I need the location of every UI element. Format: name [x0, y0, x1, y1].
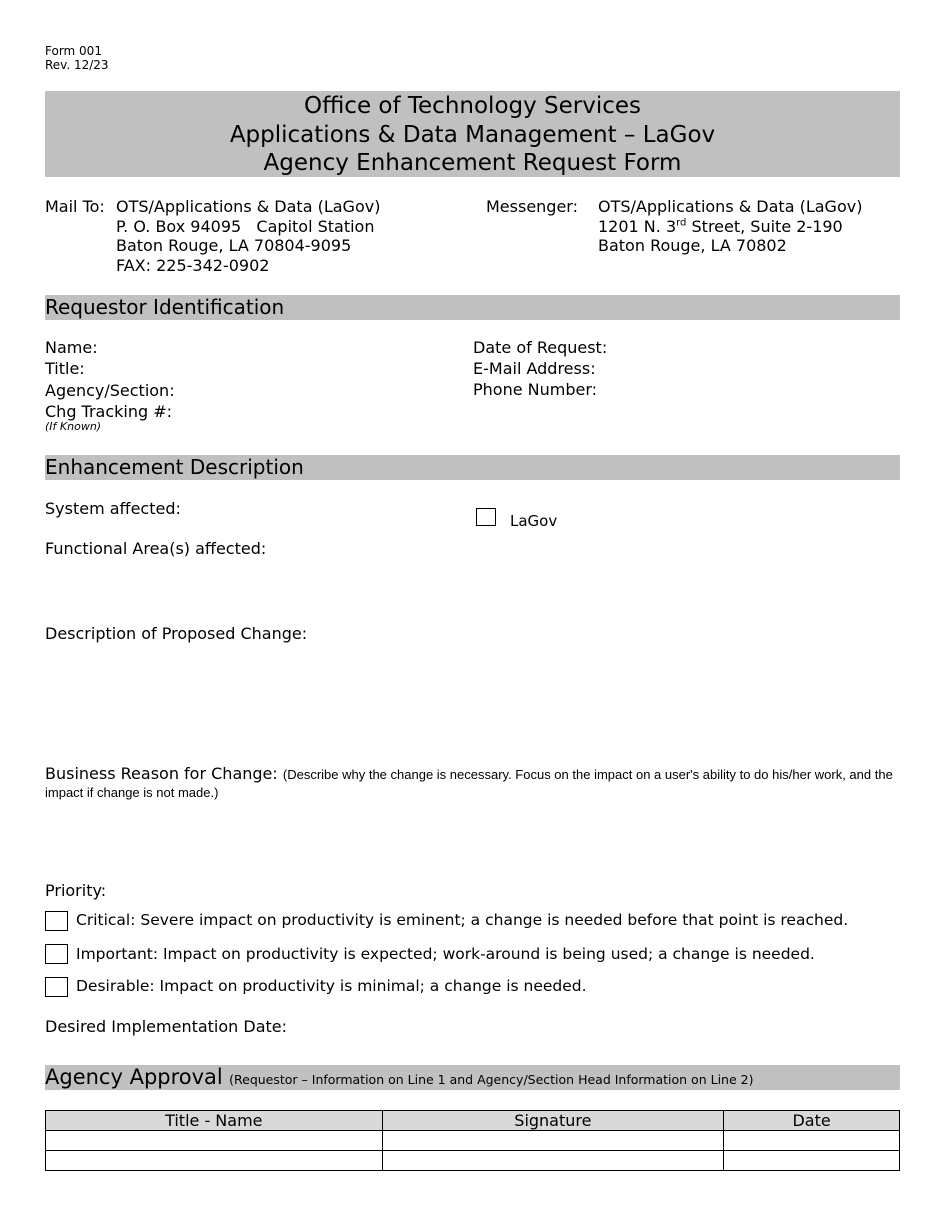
date-column-header: Date	[724, 1111, 900, 1131]
mail-to-line: P. O. Box 94095 Capitol Station	[116, 216, 375, 236]
mail-to-fax: FAX: 225-342-0902	[116, 255, 270, 275]
messenger-address	[598, 197, 862, 256]
form-title-band	[45, 91, 900, 177]
messenger-label: Messenger:	[486, 197, 578, 216]
approval-date-cell[interactable]	[724, 1151, 900, 1171]
lagov-checkbox-label: LaGov	[510, 512, 558, 530]
mail-to-label: Mail To:	[45, 197, 105, 216]
approval-row-1	[46, 1131, 900, 1151]
messenger-line: OTS/Applications & Data (LaGov)	[598, 197, 863, 216]
mail-to-line: Baton Rouge, LA 70804-9095	[116, 236, 352, 255]
approval-heading-note: (Requestor – Information on Line 1 and Agency/Section Head Information on Line 2)	[229, 1072, 754, 1087]
functional-area-label: Functional Area(s) affected:	[45, 539, 267, 558]
approval-header-row	[46, 1111, 900, 1131]
desired-date-label: Desired Implementation Date:	[45, 1017, 288, 1036]
messenger-street-ordinal: rd	[676, 217, 687, 229]
title-line-2: Applications & Data Management – LaGov	[229, 121, 716, 148]
approval-title-name-cell[interactable]	[46, 1151, 383, 1171]
business-reason-note: (Describe why the change is necessary. Focus on the impact on a user's ability to do his/her work, and the impact if change is not made.)	[45, 767, 893, 800]
approval-signature-cell[interactable]	[382, 1151, 724, 1171]
agency-section-field-label: Agency/Section:	[45, 380, 175, 400]
messenger-street-rest: Street, Suite 2-190	[686, 216, 843, 236]
enhancement-section-heading: Enhancement Description	[45, 455, 900, 480]
mail-to-address	[116, 197, 380, 275]
requestor-right-fields	[473, 337, 607, 400]
date-of-request-label: Date of Request:	[473, 338, 608, 357]
if-known-note: (If Known)	[45, 420, 102, 433]
approval-signature-cell[interactable]	[382, 1131, 724, 1151]
priority-important-checkbox[interactable]	[45, 944, 68, 964]
requestor-section-heading: Requestor Identification	[45, 295, 900, 320]
priority-desirable-label: Desirable: Impact on productivity is minimal; a change is needed.	[76, 977, 587, 995]
approval-row-2	[46, 1151, 900, 1171]
proposed-change-label: Description of Proposed Change:	[45, 624, 308, 643]
priority-desirable-checkbox[interactable]	[45, 977, 68, 997]
business-reason-label: Business Reason for Change:	[45, 764, 278, 783]
priority-important-label: Important: Impact on productivity is expected; work-around is being used; a change is needed.	[76, 945, 815, 963]
business-reason-block	[45, 765, 900, 801]
title-line-3: Agency Enhancement Request Form	[263, 150, 682, 176]
approval-table	[45, 1110, 900, 1171]
chg-tracking-field-label: Chg Tracking #:	[45, 401, 173, 421]
approval-section-heading	[45, 1065, 900, 1090]
name-field-label: Name:	[45, 338, 98, 357]
signature-column-header: Signature	[382, 1111, 724, 1131]
mail-to-line: OTS/Applications & Data (LaGov)	[116, 197, 381, 216]
phone-number-label: Phone Number:	[473, 380, 598, 399]
form-revision: Rev. 12/23	[45, 58, 109, 72]
title-line-1: Office of Technology Services	[303, 93, 642, 119]
messenger-line	[598, 217, 862, 237]
title-name-column-header: Title - Name	[46, 1111, 383, 1131]
requestor-left-fields	[45, 337, 175, 422]
approval-heading-text: Agency Approval	[45, 1065, 223, 1089]
title-field-label: Title:	[45, 359, 85, 379]
approval-title-name-cell[interactable]	[46, 1131, 383, 1151]
lagov-checkbox[interactable]	[476, 508, 496, 526]
email-address-label: E-Mail Address:	[473, 359, 596, 378]
messenger-street-number: 1201 N. 3	[598, 216, 677, 236]
priority-label: Priority:	[45, 881, 107, 900]
form-number-block	[45, 44, 109, 72]
system-affected-label: System affected:	[45, 499, 181, 518]
approval-date-cell[interactable]	[724, 1131, 900, 1151]
form-number: Form 001	[45, 44, 102, 58]
messenger-line: Baton Rouge, LA 70802	[598, 236, 787, 255]
priority-critical-checkbox[interactable]	[45, 911, 68, 931]
priority-critical-label: Critical: Severe impact on productivity is eminent; a change is needed before that point is reached.	[76, 911, 849, 929]
